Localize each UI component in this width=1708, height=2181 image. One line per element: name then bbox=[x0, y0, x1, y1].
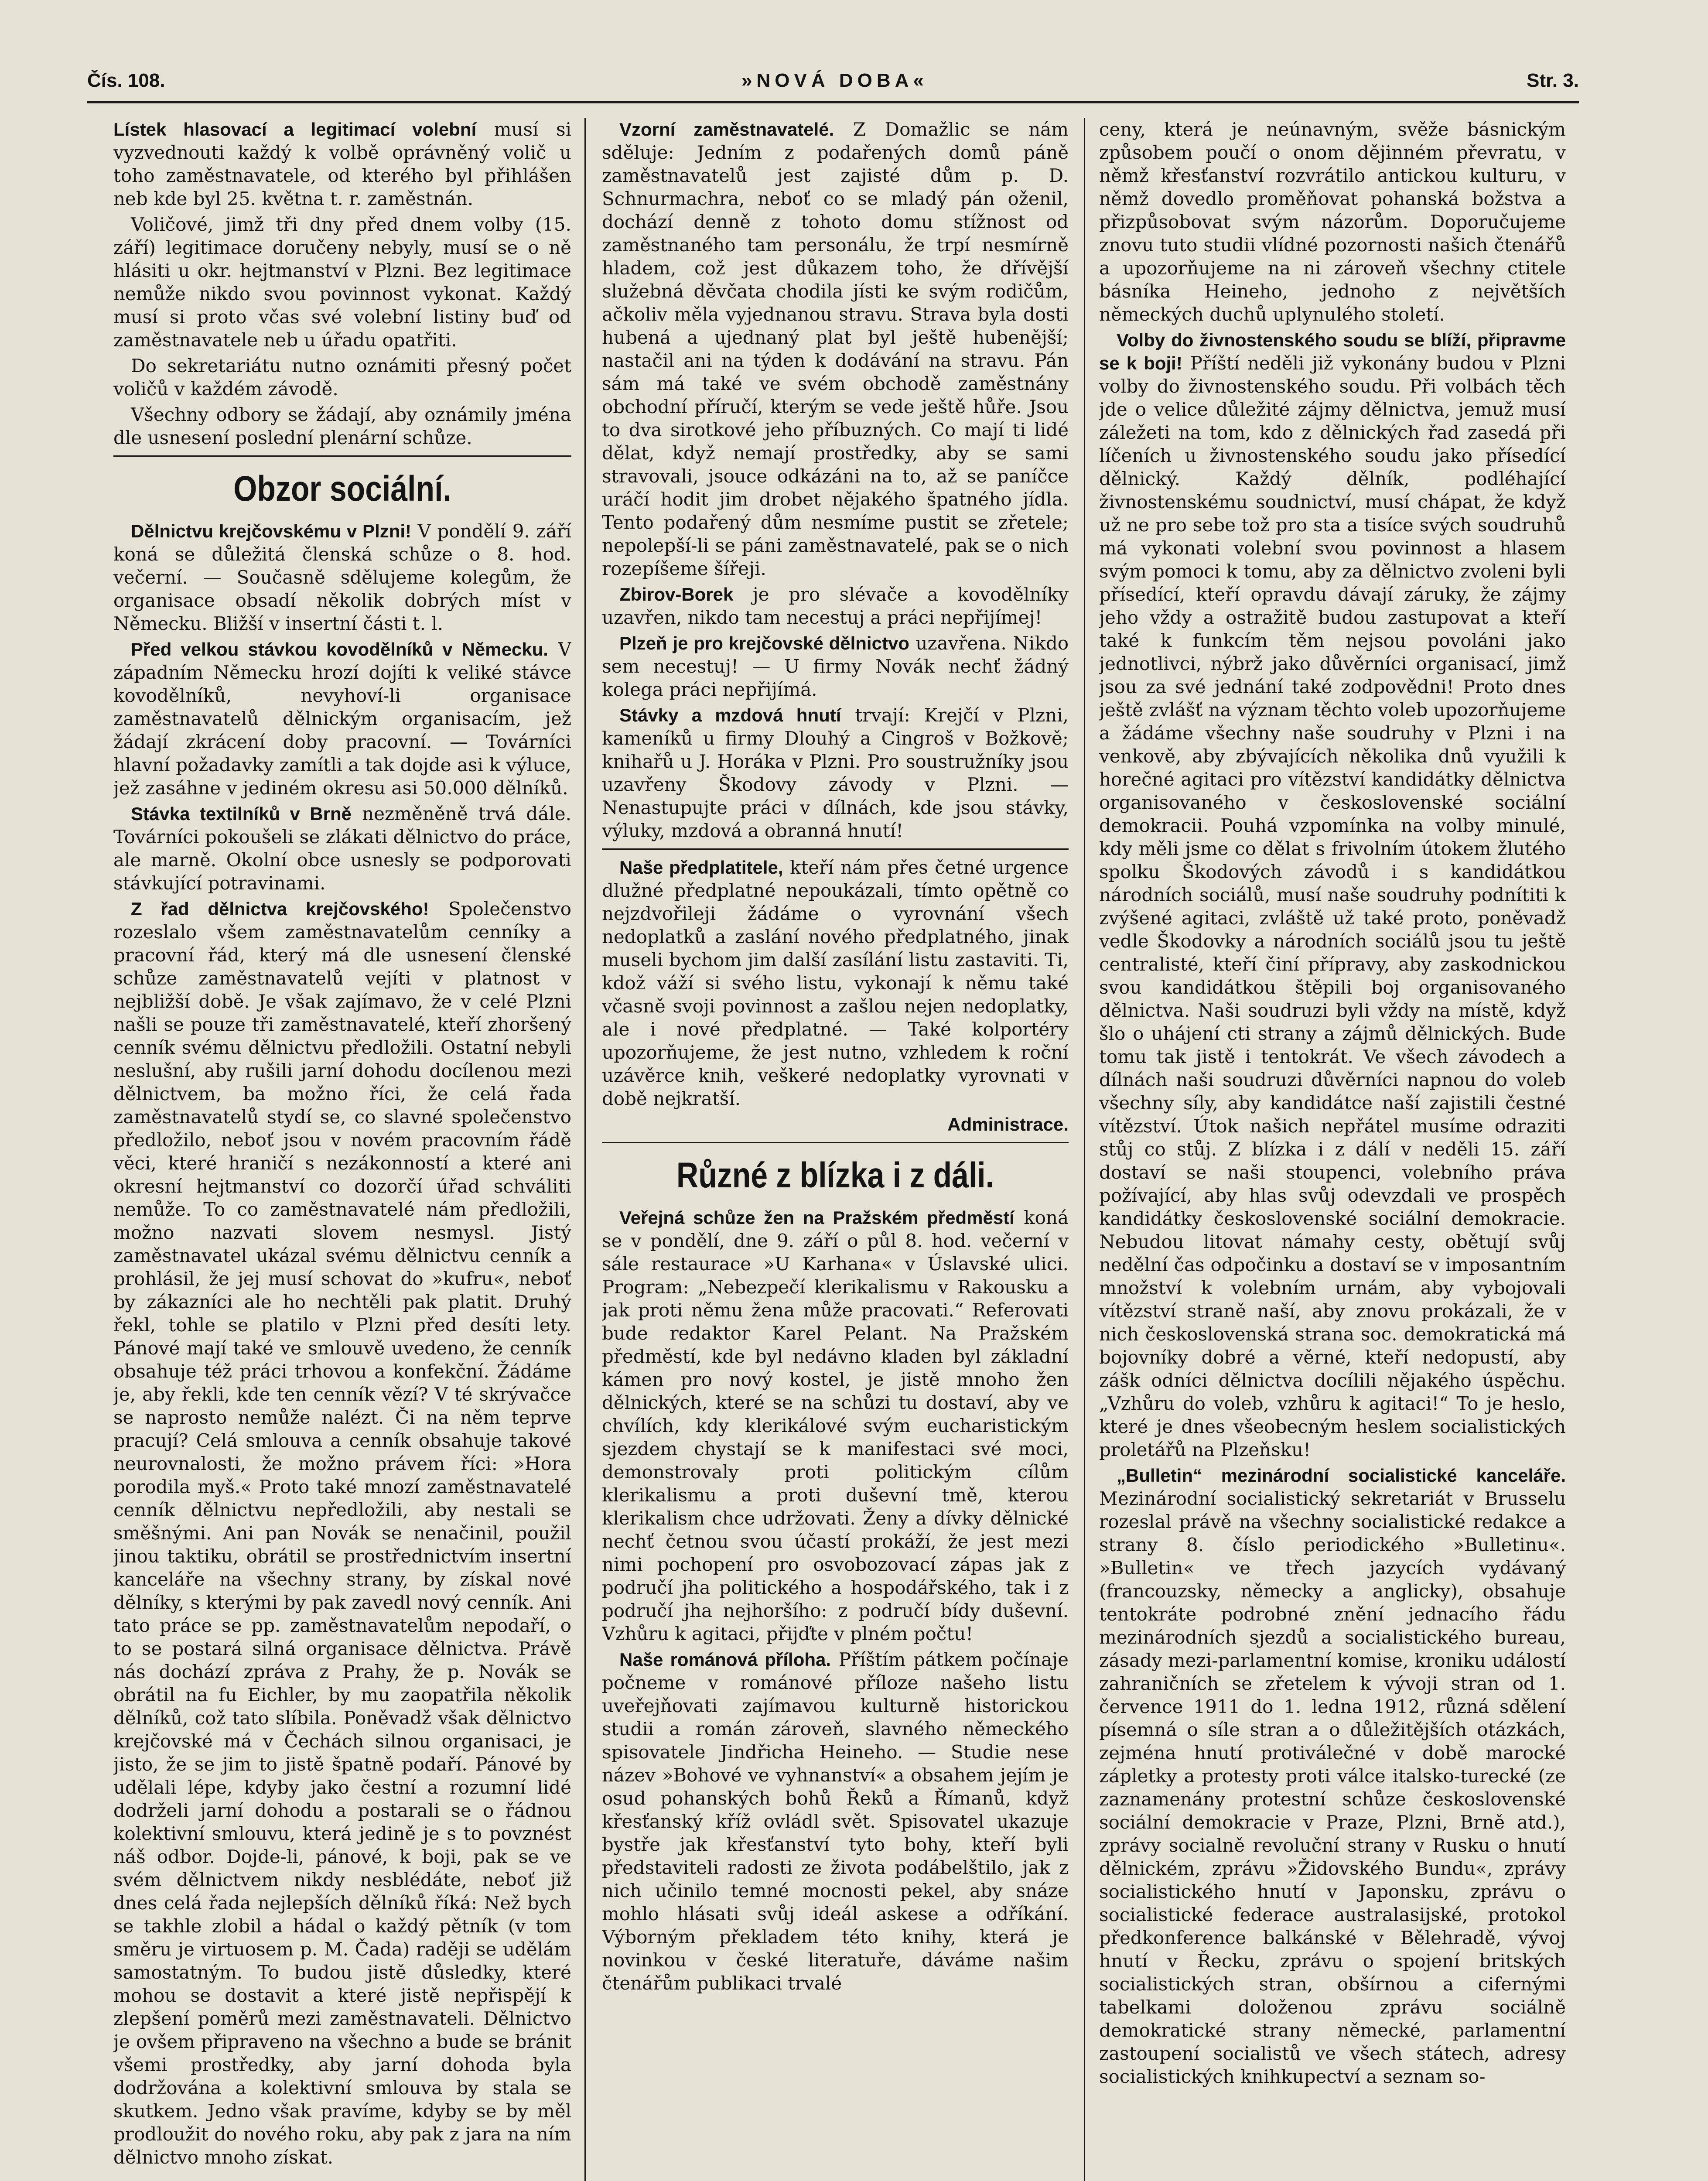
article bbox=[113, 118, 571, 210]
article-text: ceny, která je neúnavným, svěže básnickým způsobem poučí o onom dějinném převratu, v němž křesťanství rozvrátilo antickou kulturu, v němž dovedlo proměňovat pohanská božstva a přizpůsobovat svým názorům. Doporučujeme znovu tuto studii vlídné pozornosti našich čtenářů a upozorňujeme na ni zároveň všechny ctitele básníka Heineho, jednoho z největších německých duchů uplynulého století. bbox=[1099, 119, 1566, 325]
article-text: Společenstvo rozeslalo všem zaměstnavatelům cenníky a pracovní řád, který má dle usnesení členské schůze zaměstnavatelů vejíti v platnost v nejbližší době. Je však zajímavo, že v celé Plzni našli se pouze tři zaměstnavatelé, kteří zhoršený cenník svému dělnictvu předložili. Ostatní nebyli neslušní, aby rušili jarní dohodu docílenou mezi dělnictvem, ba možno říci, že celá řada zaměstnavatelů stydí se, co slavné společenstvo předložilo, neboť jsou v novém pracovním řádě věci, které hraničí s nezákonností a které ani okresní hejtmanství co dozorčí úřad schváliti nemůže. To co zaměstnavatelé nám předložili, možno nazvati slovem nesmysl. Jistý zaměstnavatel ukázal svému dělnictvu cenník a prohlásil, že jej musí schovat do »kufru«, neboť by zákazníci ale ho nechtěli pak platit. Druhý řekl, tohle se platilo v Plzni před desíti lety. Pánové mají také ve smlouvě uvedeno, že cenník obsahuje též práci trhovou a konfekční. Žádáme je, aby řekli, kde ten cenník vězí? V té skrývačce se naprosto nemůže nalézt. Či na něm teprve pracují? Celá smlouva a cenník obsahuje takové neurovnalosti, že možno právem říci: »Hora porodila myš.« Proto také mnozí zaměstnavatelé cenník dělnictvu nepředložili, aby nestali se směšnými. Ani pan Novák se nenačinil, použil jinou taktiku, obrátil se prostřednictvím insertní kanceláře na všechny strany, by získal nové dělníky, s kterými by pak zavedl nový cenník. Ani tato práce se pp. zaměstnavatelům nepodaří, o to se postará silná organisace dělnictva. Právě nás dochází zpráva z Prahy, že p. Novák se obrátil na fu Eichler, by mu zaopatřila několik dělníků, což tato slíbila. Poněvadž však dělnictvo krejčovské má v Čechách silnou organisaci, je jisto, že se jim to jistě špatně podaří. Pánové by udělali lépe, kdyby jako čestní a rozumní lidé dodrželi jarní dohodu a postarali se o řádnou kolektivní smlouvu, která jedině je s to povznést náš odbor. Dojde-li, pánové, k boji, pak se ve svém dělnictvem nikdy nesblédáte, neboť již dnes celá řada nejlepších dělníků říká: Než bych se takhle zlobil a hádal o každý pětník (v tom směru je virtuosem p. M. Čada) raději se udělám samostatným. To budou jistě důsledky, které mohou se dostavit a které jistě nepřispějí k zlepšení poměrů mezi zaměstnavateli. Dělnictvo je ovšem připraveno na všechno a bude se bránit všemi prostředky, aby jarní dohoda byla dodržována a kolektivní smlouva by stala se skutkem. Jedno však pravíme, kdyby se by měl prodloužit do nového roku, aby pak z jara na ním dělnictvo mnoho získat. bbox=[113, 898, 571, 2168]
article-text: Příštím pátkem počínaje počneme v románové příloze našeho listu uveřejňovati zajímavou kulturně historickou studii a román zároveň, slavného německého spisovatele Jindřicha Heineho. — Studie nese název »Bohové ve vyhnanství« a obsahem jejím je osud pohanských bohů Řeků a Římanů, když křesťanský kříž ovládl svět. Spisovatel ukazuje bystře jak křesťanství tyto bohy, kteří byli představiteli radosti ze života podábelštilo, jak z nich učinilo temné mocnosti pekel, aby snáze mohlo hlásati svůj ideál askese a odříkání. Výborným překladem této knihy, která je novinkou v české literatuře, dáváme našim čtenářům publikaci trvalé bbox=[602, 1649, 1069, 1994]
newspaper-page bbox=[87, 0, 1579, 2181]
article-text: V západním Německu hrozí dojíti k veliké stávce kovodělníků, nevyhoví-li organisace zaměstnavatelů dělnickým organisacím, jež žádají zkrácení doby pracovní. — Továrníci hlavní požadavky zamítli a tak dojde asi k výluce, jež zasáhne v jediném okresu asi 50.000 dělníků. bbox=[113, 639, 571, 799]
article-headline: Vzorní zaměstnavatelé. bbox=[619, 119, 834, 140]
article bbox=[113, 520, 571, 635]
article bbox=[602, 632, 1069, 701]
article bbox=[113, 638, 571, 800]
article-text: Příští neděli již vykonány budou v Plzni volby do živnostenského soudu. Při volbách těch jde o velice důležité zájmy dělnictva, jemuž musí záležeti na tom, kdo z dělnických řad zasedá při líčeních u živnostenského soudu jako přísedící dělnický. Každý dělník, podléhající živnostenskému soudnictví, musí chápat, že když už ne pro sebe tož pro sta a tisíce svých soudruhů má vykonati volební svou povinnost a hlasem svým pomoci k tomu, aby za dělnictvo zvoleni byli přísedící, kteří opravdu dávají záruky, že zájmy jeho vždy a ostražitě budou zastupovat a kteří také k funkcím těm nejsou povoláni jako jednotlivci, nýbrž jako důvěrníci organisací, jimž jsou za své jednání také zodpovědni! Proto dnes ještě zvlášť na význam těchto voleb upozorňujeme a žádáme všechny naše soudruhy v Plzni i na venkově, aby zbývajících několika dnů využili k horečné agitaci pro vítězství kandidátky dělnictva organisovaného v československé sociální demokracii. Pouhá vzpomínka na volby minulé, kdy měli jsme co dělat s frivolním útokem žlutého spolku Škodových závodů i s kandidátkou národních sociálů, musí naše soudruhy podnítiti k zvýšené agitaci, zvláště už také proto, poněvadž vedle Škodovky a národních sociálů jsou tu ještě centralisté, kteří činí přípravy, aby zaskodnickou svou kandidátkou štěpili boj organisovaného dělnictva. Naši soudruzi byli vždy na místě, když šlo o uhájení cti strany a zájmů dělnických. Bude tomu tak jistě i tentokrát. Ve všech závodech a dílnách naši soudruzi důvěrníci napnou do voleb všechny síly, aby kandidátce naší zajistili čestné vítězství. Útok našich nepřátel musíme odraziti stůj co stůj. Z blízka i z dálí v neděli 15. září dostaví se naši stoupenci, volebního práva požívající, aby hlas svůj odevzdali ve prospěch kandidátky československé sociální demokracie. Nebudou litovat námahy cesty, obětují svůj nedělní čas odpočinku a dostaví se v imposantním množství k volebním urnám, aby vybojovali vítězství straně naší, aby znovu prokázali, že v nich československá strana soc. demokratická má bojovníky dobré a věrné, kteří nedopustí, aby zášk odníci dělnictva docílili nějakého úspěchu. „Vzhůru do voleb, vzhůru k agitaci!“ To je heslo, které je dnes všeobecným heslem socialistických proletářů na Plzeňsku! bbox=[1099, 352, 1566, 1460]
article-text: Z Domažlic se nám sděluje: Jedním z podařených domů páně zaměstnavatelů jest zajisté dům p. D. Schnurmachra, neboť co se mladý pán oženil, dochází denně z tohoto domu stížnost od zaměstnaného tam personálu, že trpí nesmírně hladem, což jest důkazem toho, že dřívější služebná děvčata chodila jísti ke svým rodičům, ačkoliv měla vyjednanou stravu. Strava byla dosti hubená a ujednaný plat byl ještě hubenější; nastačil ani na týden k dodávání na stravu. Pán sám má také ve svém obchodě zaměstnány obchodní příručí, kterým se vede ještě hůře. Jsou to dva sirotkové jeho příbuzných. Co mají ti lidé dělat, když nemají prostředky, aby se sami stravovali, jsouce odkázáni na to, až se paníčce uráčí hodit jim drobet nějakého špatného jídla. Tento podařený dům nesmíme pustit se zřetele; nepolepší-li se páni zaměstnavatelé, pak se o nich rozepíšeme šířeji. bbox=[602, 119, 1069, 579]
article-text: V pondělí 9. září koná se důležitá členská schůze o 8. hod. večerní. — Současně sdělujeme kolegům, že organisace obsadí několik dobrých míst v Německu. Bližší v insertní části t. l. bbox=[113, 520, 571, 634]
column-2 bbox=[602, 118, 1069, 2181]
article-headline: Lístek hlasovací a legitimací volební bbox=[113, 119, 477, 140]
notice-signature: Administrace. bbox=[947, 1114, 1069, 1135]
separator bbox=[602, 1142, 1069, 1143]
article bbox=[602, 118, 1069, 580]
column-divider bbox=[1084, 118, 1085, 2181]
article-headline: Volby do živnostenského soudu se blíží, připravme se k boji! bbox=[1099, 330, 1566, 373]
article-text: je pro slévače a kovodělníky uzavřen, nikdo tam necestuj a práci nepřijímej! bbox=[602, 584, 1069, 628]
issue-number: Čís. 108. bbox=[87, 70, 165, 91]
article-text: koná se v pondělí, dne 9. září o půl 8. hod. večerní v sále restaurace »U Karhana« v Úslavské ulici. Program: „Nebezpečí klerikalismu v Rakousku a jak proti němu žena může pracovati.“ Referovati bude redaktor Karel Pelant. Na Pražském předměstí, kde byl nedávno kladen byl základní kámen pro nový kostel, je jistě mnoho žen dělnických, které se na schůzi tu dostaví, aby ve chvílích, kdy klerikálové svým eucharistickým sjezdem chystají se k manifestaci své moci, demonstrovaly proti politickým cílům klerikalismu a proti duševní tmě, kterou klerikalism chce udržovati. Ženy a dívky dělnické nechť četnou svou účastí prokáží, že jest mezi nimi pochopení pro osvobozovací zápas jak z područí jha politického a hospodářského, tak i z područí jha nejhoršího: z područí bídy duševní. Vzhůru k agitaci, přijďte v plném počtu! bbox=[602, 1207, 1069, 1644]
article bbox=[602, 1648, 1069, 1995]
section-title: Obzor sociální. bbox=[233, 469, 451, 509]
article bbox=[602, 704, 1069, 842]
separator bbox=[602, 848, 1069, 850]
article-text: Voličové, jimž tři dny před dnem volby (15. září) legitimace doručeny nebyly, musí se o ně hlásiti u okr. hejtmanství v Plzni. Bez legitimace nemůže nikdo svou povinnost vykonat. Každý musí si proto včas své volební listiny buď od zaměstnavatele neb u úřadu opatřiti. bbox=[113, 214, 571, 351]
article-headline: Zbirov-Borek bbox=[619, 584, 734, 605]
article-headline: Naše románová příloha. bbox=[619, 1649, 831, 1670]
column-divider bbox=[584, 118, 586, 2181]
article-headline: Z řad dělnictva krejčovského! bbox=[131, 899, 429, 919]
article bbox=[1099, 1464, 1566, 2088]
article-headline: Před velkou stávkou kovodělníků v Německu. bbox=[131, 639, 548, 660]
article-headline: Stávky a mzdová hnutí bbox=[619, 705, 841, 725]
article bbox=[602, 1206, 1069, 1645]
article bbox=[602, 583, 1069, 629]
page-header bbox=[87, 65, 1579, 100]
article-text: Mezinárodní socialistický sekretariát v Brusselu rozeslal právě na všechny socialistické redakce a strany 8. číslo periodického »Bulletinu«. »Bulletin« ve třech jazycích vydávaný (francouzsky, německy a anglicky), obsahuje tentokráte podrobné znění jednacího řádu mezinárodních sjezdů a socialistického bureau, zásady mezi-parlamentní komise, kroniku událostí zahraničních se zřetelem k vývoji stran od 1. července 1911 do 1. ledna 1912, různá sdělení písemná o síle stran a o důležitějších otázkách, zejména hnutí protiválečné v době marocké zápletky a protesty proti válce italsko-turecké (ze zaznamenány protestní schůze československé sociální demokracie v Praze, Plzni, Brně atd.), zprávy socialně revoluční strany v Rusku o hnutí dělnickém, zprávu »Židovského Bundu«, zprávy socialistického hnutí v Japonsku, zprávu o socialistické federace australasijské, protokol předkonference balkánské v Bělehradě, vývoj hnutí v Řecku, zprávu o spojení britských socialistických stran, obšírnou a cifernými tabelkami doloženou zprávu sociálně demokratické strany německé, parlamentní zastoupení socialistů ve všech státech, adresy socialistických knihkupectví a seznam so- bbox=[1099, 1488, 1566, 2087]
masthead-title: »NOVÁ DOBA« bbox=[741, 70, 928, 91]
subscription-notice bbox=[602, 856, 1069, 1110]
separator bbox=[113, 455, 571, 457]
article bbox=[1099, 328, 1566, 1461]
column-1 bbox=[113, 118, 571, 2181]
article-text: trvají: Krejčí v Plzni, kameníků u firmy Dlouhý a Cingroš v Božkově; knihařů u J. Horáka v Plzni. Pro soustružníky jsou uzavřeny Škodovy závody v Plzni. — Nenastupujte práci v dílnách, kde jsou stávky, výluky, mzdová a obranná hnutí! bbox=[602, 704, 1069, 841]
article-headline: Veřejná schůze žen na Pražském předměstí bbox=[619, 1207, 1015, 1228]
article bbox=[113, 802, 571, 895]
article-headline: Stávka textilníků v Brně bbox=[131, 803, 352, 824]
page-number: Str. 3. bbox=[1527, 70, 1579, 91]
notice-text: kteří nám přes četné urgence dlužné předplatné nepoukázali, tímto opětně co nejzdvořileji žádáme o vyrovnání všech nedoplatků a zaslání nového předplatného, jinak museli bychom jim další zasílání listu zastaviti. Ti, kdož váží si svého listu, vykonají k němu také včasně svoji povinnost a zašlou nejen nedoplatky, ale i nové předplatné. — Také kolportéry upozorňujeme, že jest nutno, vzhledem k roční uzávěrce knih, veškeré nedoplatky vyrovnati v době nejkratší. bbox=[602, 857, 1069, 1109]
article-text: Do sekretariátu nutno oznámiti přesný počet voličů v každém závodě. bbox=[113, 355, 571, 400]
section-title: Různé z blízka i z dáli. bbox=[676, 1155, 994, 1195]
article bbox=[113, 897, 571, 2169]
notice-headline: Naše předplatitele, bbox=[619, 857, 783, 878]
article-headline: „Bulletin“ mezinárodní socialistické kanceláře. bbox=[1117, 1465, 1566, 1486]
column-3 bbox=[1099, 118, 1566, 2181]
article-headline: Dělnictvu krejčovskému v Plzni! bbox=[131, 521, 412, 541]
article-text: uzavřena. Nikdo sem necestuj! — U firmy Novák nechť žádný kolega práci nepřijímá. bbox=[602, 632, 1069, 700]
article-text: nezměněně trvá dále. Továrníci pokoušeli se zlákati dělnictvo do práce, ale marně. Okolní obce usnesly se podporovati stávkující potravinami. bbox=[113, 803, 571, 894]
article-headline: Plzeň je pro krejčovské dělnictvo bbox=[619, 633, 909, 653]
header-rule bbox=[87, 101, 1579, 103]
article-text: musí si vyzvednouti každý k volbě oprávněný volič u toho zaměstnavatele, od kterého byl přihlášen neb kde byl 25. května t. r. zaměstnán. bbox=[113, 119, 571, 209]
article-text: Všechny odbory se žádají, aby oznámily jména dle usnesení poslední plenární schůze. bbox=[113, 404, 571, 448]
